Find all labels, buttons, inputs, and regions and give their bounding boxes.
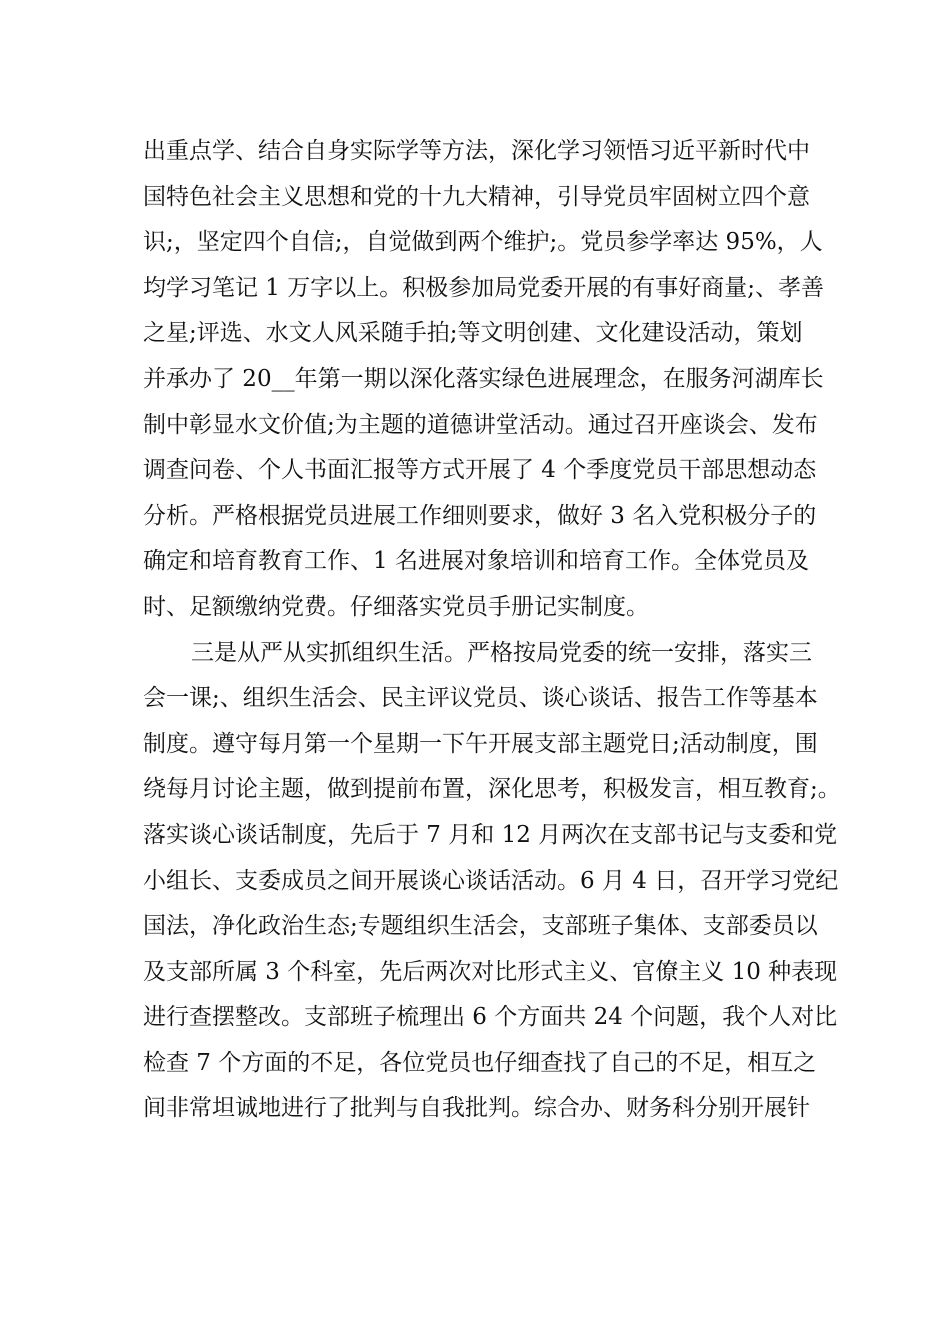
text-line: 及支部所属 3 个科室，先后两次对比形式主义、官僚主义 10 种表现: [143, 958, 838, 985]
text-line: 落实谈心谈话制度，先后于 7 月和 12 月两次在支部书记与支委和党: [143, 821, 838, 848]
text-line: 时、足额缴纳党费。仔细落实党员手册记实制度。: [143, 593, 649, 620]
text-line: 三是从严从实抓组织生活。严格按局党委的统一安排，落实三: [191, 639, 812, 666]
text-line: 绕每月讨论主题，做到提前布置，深化思考，积极发言，相互教育;。: [143, 776, 841, 803]
text-line: 制度。遵守每月第一个星期一下午开展支部主题党日;活动制度，围: [143, 730, 818, 757]
document-body: [143, 129, 843, 1132]
text-line: 并承办了 20__年第一期以深化落实绿色进展理念，在服务河湖库长: [143, 365, 824, 392]
text-line: 调查问卷、个人书面汇报等方式开展了 4 个季度党员干部思想动态: [143, 457, 817, 484]
text-line: 制中彰显水文价值;为主题的道德讲堂活动。通过召开座谈会、发布: [143, 411, 818, 438]
text-line: 分析。严格根据党员进展工作细则要求，做好 3 名入党积极分子的: [143, 502, 817, 529]
paragraph-2: [143, 631, 843, 1133]
text-line: 出重点学、结合自身实际学等方法，深化学习领悟习近平新时代中: [143, 138, 810, 164]
text-line: 均学习笔记 1 万字以上。积极参加局党委开展的有事好商量;、孝善: [143, 274, 825, 301]
text-line: 之星;评选、水文人风采随手拍;等文明创建、文化建设活动，策划: [143, 320, 803, 347]
text-line: 进行查摆整改。支部班子梳理出 6 个方面共 24 个问题，我个人对比: [143, 1004, 838, 1031]
text-line: 间非常坦诚地进行了批判与自我批判。综合办、财务科分别开展针: [143, 1095, 810, 1122]
text-line: 小组长、支委成员之间开展谈心谈话活动。6 月 4 日，召开学习党纪: [143, 867, 839, 894]
text-line: 检查 7 个方面的不足，各位党员也仔细查找了自己的不足，相互之: [143, 1049, 817, 1076]
text-line: 国法，净化政治生态;专题组织生活会，支部班子集体、支部委员以: [143, 913, 818, 940]
paragraph-1: [143, 129, 843, 631]
text-line: 国特色社会主义思想和党的十九大精神，引导党员牢固树立四个意: [143, 183, 810, 210]
text-line: 会一课;、组织生活会、民主评议党员、谈心谈话、报告工作等基本: [143, 685, 818, 712]
text-line: 确定和培育教育工作、1 名进展对象培训和培育工作。全体党员及: [143, 548, 809, 575]
text-line: 识;，坚定四个自信;，自觉做到两个维护;。党员参学率达 95%，人: [143, 229, 823, 256]
